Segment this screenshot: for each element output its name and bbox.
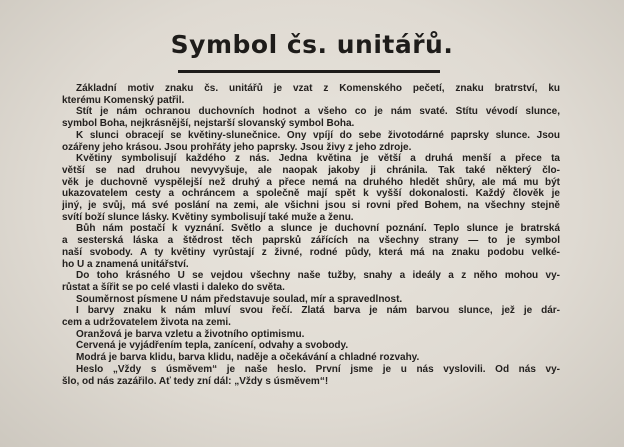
text-line: svítí boží slunce lásky. Květiny symbolisují také muže a ženu. xyxy=(62,211,354,223)
text-line: ho U a znamená unitářství. xyxy=(62,258,189,270)
text-line: Květiny symbolisují každého z nás. Jedna květina je větší a druhá menší a přece ta xyxy=(76,153,560,165)
text-line: naší svobody. A ty květiny vyrůstají z živné, rodné půdy, která má na znaku podobu velké- xyxy=(62,246,560,258)
text-line: I barvy znaku k nám mluví svou řečí. Zlatá barva je nám barvou slunce, jež je dár- xyxy=(76,305,560,317)
text-line: cem a udržovatelem života na zemi. xyxy=(62,317,231,329)
text-line: Souměrnost písmene U nám představuje soulad, mír a spravedlnost. xyxy=(76,293,403,305)
text-line: jiný, je svůj, má své poslání na zemi, ale všichni jsou si rovni před Bohem, na všechny stejně xyxy=(62,200,560,212)
text-line: Oranžová je barva vzletu a životního optimismu. xyxy=(76,328,305,340)
text-line: ozářeny jeho krásou. Jsou prohřáty jeho paprsky. Jsou živy z jeho zdroje. xyxy=(62,141,412,153)
text-line: Červená je vyjádřením tepla, zanícení, odvahy a svobody. xyxy=(76,340,349,352)
text-line: věk je duchovně vyspělejší než druhý a přece nemá na druhého hledět shůry, ale má mu být xyxy=(62,176,560,188)
title-underline xyxy=(178,70,440,73)
text-line: kterému Komenský patřil. xyxy=(62,94,185,106)
text-line: K slunci obracejí se květiny-slunečnice. Ony vpíjí do sebe životodárné paprsky slunce. Jsou xyxy=(76,129,560,141)
text-line: šlo, od nás zazářilo. Ať tedy zní dál: „Vždy s úsměvem“! xyxy=(62,375,329,387)
text-line: větší se nad druhou nevyvyšuje, ale naopak jakoby ji chránila. Tak také některý člo- xyxy=(62,164,560,176)
page-title: Symbol čs. unitářů. xyxy=(170,30,454,59)
document-body xyxy=(62,83,560,387)
text-line: ukazovatelem cesty a ochráncem a společně mají spět k vyšší dokonalosti. Každý člověk je xyxy=(62,188,560,200)
text-line: růstat a šířit se po celé vlasti i daleko do světa. xyxy=(62,281,285,293)
text-line: Heslo „Vždy s úsměvem“ je naše heslo. První jsme je u nás vyslovili. Od nás vy- xyxy=(76,363,560,375)
text-line: symbol Boha, nejkrásnější, nejstarší slovanský symbol Boha. xyxy=(62,118,355,130)
text-line: Bůh nám postačí k vyznání. Světlo a slunce je duchovní poznání. Teplo slunce je bratrská xyxy=(76,223,560,235)
text-line: Do toho krásného U se vejdou všechny naše tužby, snahy a ideály a z něho mohou vy- xyxy=(76,270,560,282)
text-line: a sesterská láska a štědrost těch paprsků zářících na všechny strany — to je symbol xyxy=(62,235,560,247)
text-line: Modrá je barva klidu, barva klidu, naděje a očekávání a chladné rozvahy. xyxy=(76,352,420,364)
text-line: Základní motiv znaku čs. unitářů je vzat z Komenského pečetí, znaku bratrství, ku xyxy=(76,83,560,94)
text-line: Štít je nám ochranou duchovních hodnot a všeho co je nám svaté. Štítu vévodí slunce, xyxy=(76,106,560,118)
